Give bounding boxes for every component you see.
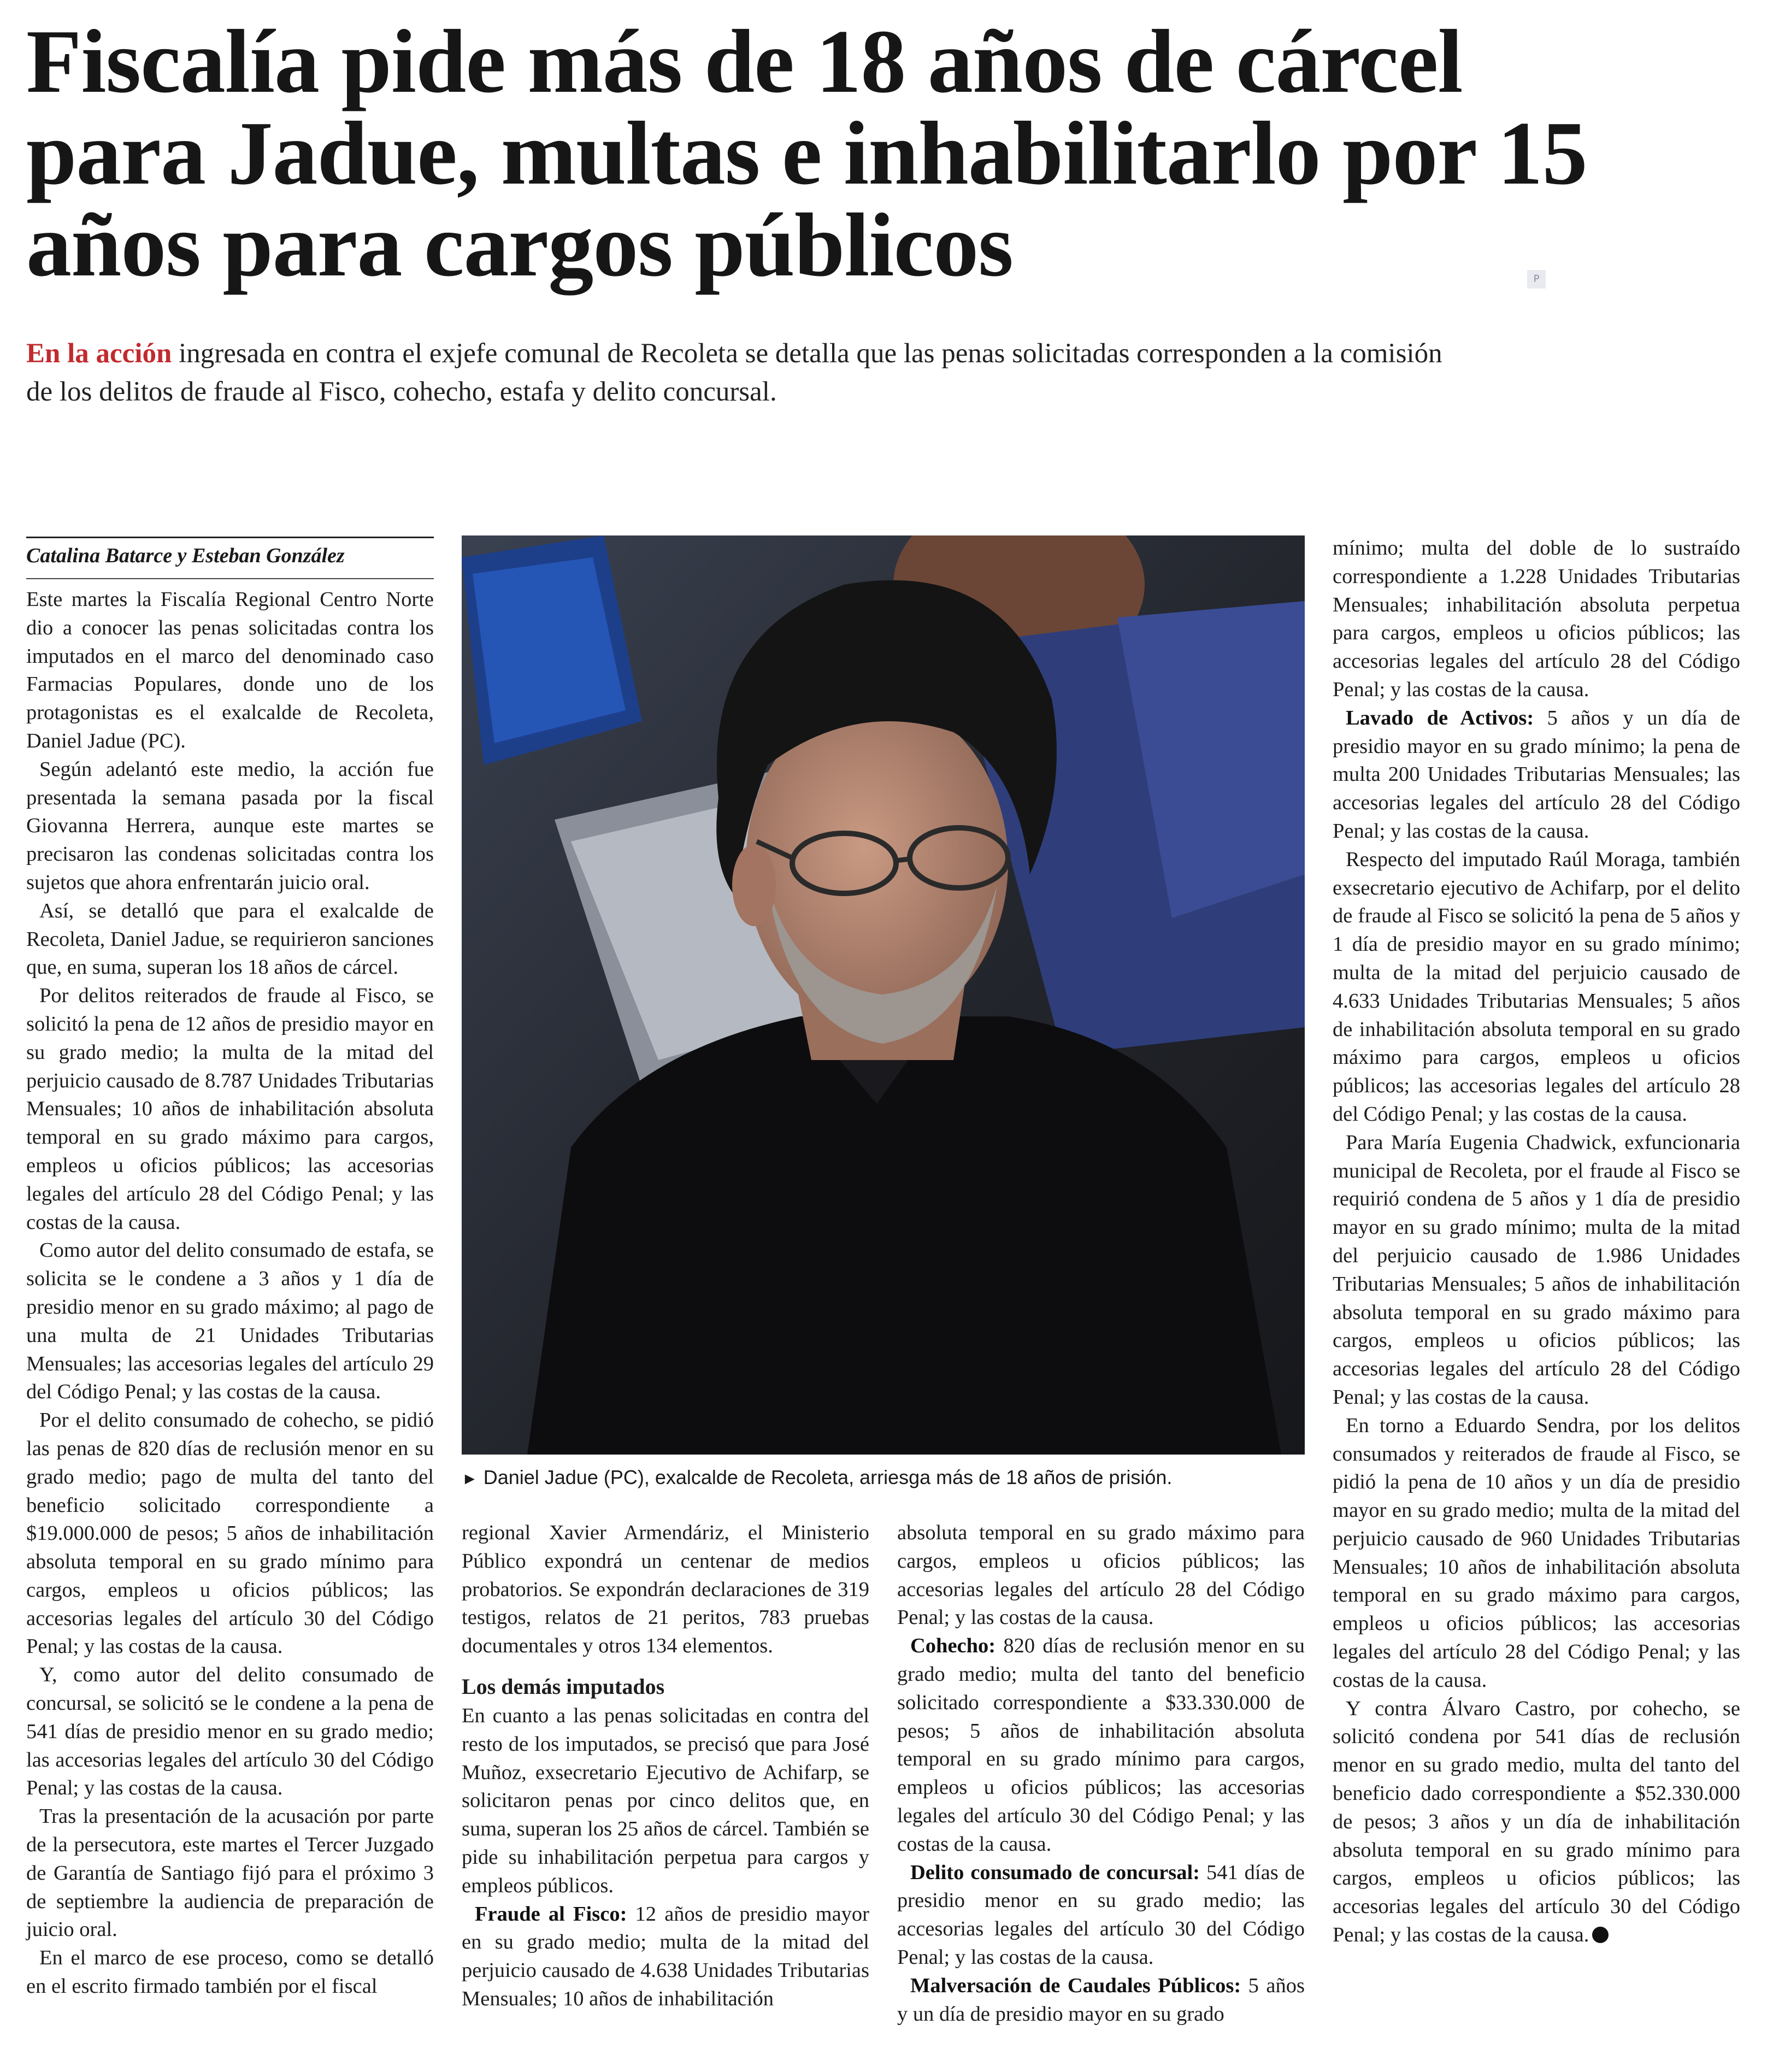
column-2 bbox=[462, 1519, 869, 2014]
paragraph: Como autor del delito consumado de estafa, se solicita se le condene a 3 años y 1 día de presidio menor en su grado máximo; al pago de una multa de 21 Unidades Tributarias Mensuales; las accesorias legales del artículo 29 del Código Penal; y las costas de la causa. bbox=[26, 1239, 434, 1404]
headline: Fiscalía pide más de 18 años de cárcel para Jadue, multas e inhabilitarlo por 15 años para cargos públicos bbox=[26, 11, 1587, 295]
paragraph: En torno a Eduardo Sendra, por los delitos consumados y reiterados de fraude al Fisco, se pidió la pena de 10 años y un día de presidio mayor en su grado medio; multa de la mitad del perjuicio causado de 960 Unidades Tributarias Mensuales; 10 años de inhabilitación absoluta temporal en su grado máximo para cargos, empleos u oficios públicos; las accesorias legales del artículo 28 del Código Penal; y las costas de la causa. bbox=[1333, 1414, 1740, 1692]
byline: Catalina Batarce y Esteban González bbox=[26, 537, 434, 569]
paragraph: En el marco de ese proceso, como se detalló en el escrito firmado también por el fiscal bbox=[26, 1946, 434, 1998]
paragraph: Y, como autor del delito consumado de concursal, se solicitó se le condene a la pena de 541 días de presidio menor en su grado medio; las accesorias legales del artículo 30 del Código Penal; y las costas de la causa. bbox=[26, 1663, 434, 1800]
paragraph-text: Y contra Álvaro Castro, por cohecho, se solicitó condena por 541 días de reclusión menor en su grado medio, multa del tanto del beneficio dado correspondiente a $52.330.000 de pesos; 3 años y un día de inhabilitación absoluta temporal en su grado mínimo para cargos, empleos u oficios públicos; las accesorias legales del artículo 30 del Código Penal; y las costas de la causa. bbox=[1333, 1697, 1740, 1947]
deck-lead: En la acción bbox=[26, 338, 172, 369]
paragraph-text: 12 años de presidio mayor en su grado medio; multa de la mitad del perjuicio causado de 4.638 Unidades Tributarias Mensuales; 10 años de inhabilitación bbox=[462, 1902, 869, 2010]
paragraph-text: 541 días de presidio menor en su grado medio; las accesorias legales del artículo 30 del Código Penal; y las costas de la causa. bbox=[897, 1861, 1305, 1969]
paragraph: Para María Eugenia Chadwick, exfuncionaria municipal de Recoleta, por el fraude al Fisco se requirió condena de 5 años y 1 día de presidio mayor en su grado mínimo; multa de la mitad del perjuicio causado de 1.986 Unidades Tributarias Mensuales; 5 años de inhabilitación absoluta temporal en su grado máximo para cargos, empleos u oficios públicos; las accesorias legales del artículo 28 del Código Penal; y las costas de la causa. bbox=[1333, 1131, 1740, 1409]
paragraph bbox=[1333, 704, 1740, 846]
paragraph: Por el delito consumado de cohecho, se pidió las penas de 820 días de reclusión menor en su grado medio; pago de multa del tanto del beneficio solicitado correspondiente a $19.000.000 de pesos; 5 años de inhabilitación absoluta temporal en su grado mínimo para cargos, empleos u oficios públicos; las accesorias legales del artículo 30 del Código Penal; y las costas de la causa. bbox=[26, 1409, 434, 1658]
column-3 bbox=[897, 1519, 1305, 2028]
deck bbox=[26, 334, 1474, 411]
portrait-photo-illustration bbox=[462, 535, 1305, 1455]
paragraph bbox=[897, 1972, 1305, 2029]
paragraph bbox=[897, 1632, 1305, 1858]
caption-text: Daniel Jadue (PC), exalcalde de Recoleta, arriesga más de 18 años de prisión. bbox=[483, 1466, 1173, 1488]
photo-caption bbox=[462, 1464, 1305, 1492]
paragraph: absoluta temporal en su grado máximo para cargos, empleos u oficios públicos; las accesorias legales del artículo 28 del Código Penal; y las costas de la causa. bbox=[897, 1521, 1305, 1629]
paragraph bbox=[897, 1859, 1305, 1972]
paragraph: Este martes la Fiscalía Regional Centro Norte dio a conocer las penas solicitadas contra los imputados en el marco del denominado caso Farmacias Populares, donde uno de los protagonistas es el exalcalde de Recoleta, Daniel Jadue (PC). bbox=[26, 588, 434, 752]
paragraph-label: Malversación de Caudales Públicos: bbox=[910, 1974, 1241, 1997]
end-of-article-icon bbox=[1592, 1927, 1609, 1943]
paragraph-label: Delito consumado de concursal: bbox=[910, 1861, 1200, 1884]
paragraph-label: Lavado de Activos: bbox=[1346, 706, 1534, 729]
column-4 bbox=[1333, 534, 1740, 1950]
paragraph-text: 5 años y un día de presidio mayor en su grado mínimo; la pena de multa 200 Unidades Tributarias Mensuales; las accesorias legales del artículo 28 del Código Penal; y las costas de la causa. bbox=[1333, 706, 1740, 843]
paragraph-text: 5 años y un día de presidio mayor en su grado bbox=[897, 1974, 1305, 2026]
paragraph bbox=[1333, 1695, 1740, 1950]
paragraph: Según adelantó este medio, la acción fue presentada la semana pasada por la fiscal Giovanna Herrera, aunque este martes se precisaron las condenas solicitadas contra los sujetos que ahora enfrentarán juicio oral. bbox=[26, 757, 434, 894]
paragraph-text: 820 días de reclusión menor en su grado medio; multa del tanto del beneficio solicitado correspondiente a $33.330.000 de pesos; 5 años de inhabilitación absoluta temporal en su grado mínimo para cargos, empleos u oficios públicos; las accesorias legales del artículo 30 del Código Penal; y las costas de la causa. bbox=[897, 1634, 1305, 1856]
paragraph-label: Fraude al Fisco: bbox=[475, 1902, 627, 1926]
paragraph bbox=[462, 1900, 869, 2014]
column-1 bbox=[26, 586, 434, 2001]
news-photo bbox=[462, 535, 1305, 1455]
caption-marker-icon: ► bbox=[462, 1470, 478, 1488]
paragraph: regional Xavier Armendáriz, el Ministerio Público expondrá un centenar de medios probatorios. Se expondrán declaraciones de 319 testigos, relatos de 21 peritos, 783 pruebas documentales y otros 134 elementos. bbox=[462, 1521, 869, 1658]
deck-text: ingresada en contra el exjefe comunal de Recoleta se detalla que las penas solicitadas corresponden a la comisión de los delitos de fraude al Fisco, cohecho, estafa y delito concursal. bbox=[26, 338, 1442, 407]
byline-rule bbox=[26, 578, 434, 579]
paragraph: Por delitos reiterados de fraude al Fisco, se solicitó la pena de 12 años de presidio mayor en su grado medio; la multa de la mitad del perjuicio causado de 8.787 Unidades Tributarias Mensuales; 10 años de inhabilitación absoluta temporal en su grado máximo para cargos, empleos u oficios públicos; las accesorias legales del artículo 28 del Código Penal; y las costas de la causa. bbox=[26, 984, 434, 1234]
subheading: Los demás imputados bbox=[462, 1674, 665, 1699]
paragraph: En cuanto a las penas solicitadas en contra del resto de los imputados, se precisó que para José Muñoz, exsecretario Ejecutivo de Achifarp, se solicitaron penas por cinco delitos que, en suma, superan los 25 años de cárcel. También se pide su inhabilitación perpetua para cargos y empleos públicos. bbox=[462, 1704, 869, 1897]
paragraph: mínimo; multa del doble de lo sustraído correspondiente a 1.228 Unidades Tributarias Mensuales; inhabilitación absoluta perpetua para cargos, empleos u oficios públicos; las accesorias legales del artículo 28 del Código Penal; y las costas de la causa. bbox=[1333, 537, 1740, 701]
paragraph: Respecto del imputado Raúl Moraga, también exsecretario ejecutivo de Achifarp, por el delito de fraude al Fisco se solicitó la pena de 5 años y 1 día de presidio mayor en su grado mínimo; multa de la mitad del perjuicio causado de 4.633 Unidades Tributarias Mensuales; 5 años de inhabilitación absoluta temporal en su grado máximo para cargos, empleos u oficios públicos; las accesorias legales del artículo 28 del Código Penal; y las costas de la causa. bbox=[1333, 847, 1740, 1126]
paragraph: Así, se detalló que para el exalcalde de Recoleta, Daniel Jadue, se requirieron sanciones que, en suma, superan los 18 años de cárcel. bbox=[26, 899, 434, 979]
corner-mark-icon: P bbox=[1527, 270, 1546, 289]
paragraph-label: Cohecho: bbox=[910, 1634, 996, 1658]
paragraph: Tras la presentación de la acusación por parte de la persecutora, este martes el Tercer Juzgado de Garantía de Santiago fijó para el próximo 3 de septiembre la audiencia de preparación de juicio oral. bbox=[26, 1805, 434, 1941]
